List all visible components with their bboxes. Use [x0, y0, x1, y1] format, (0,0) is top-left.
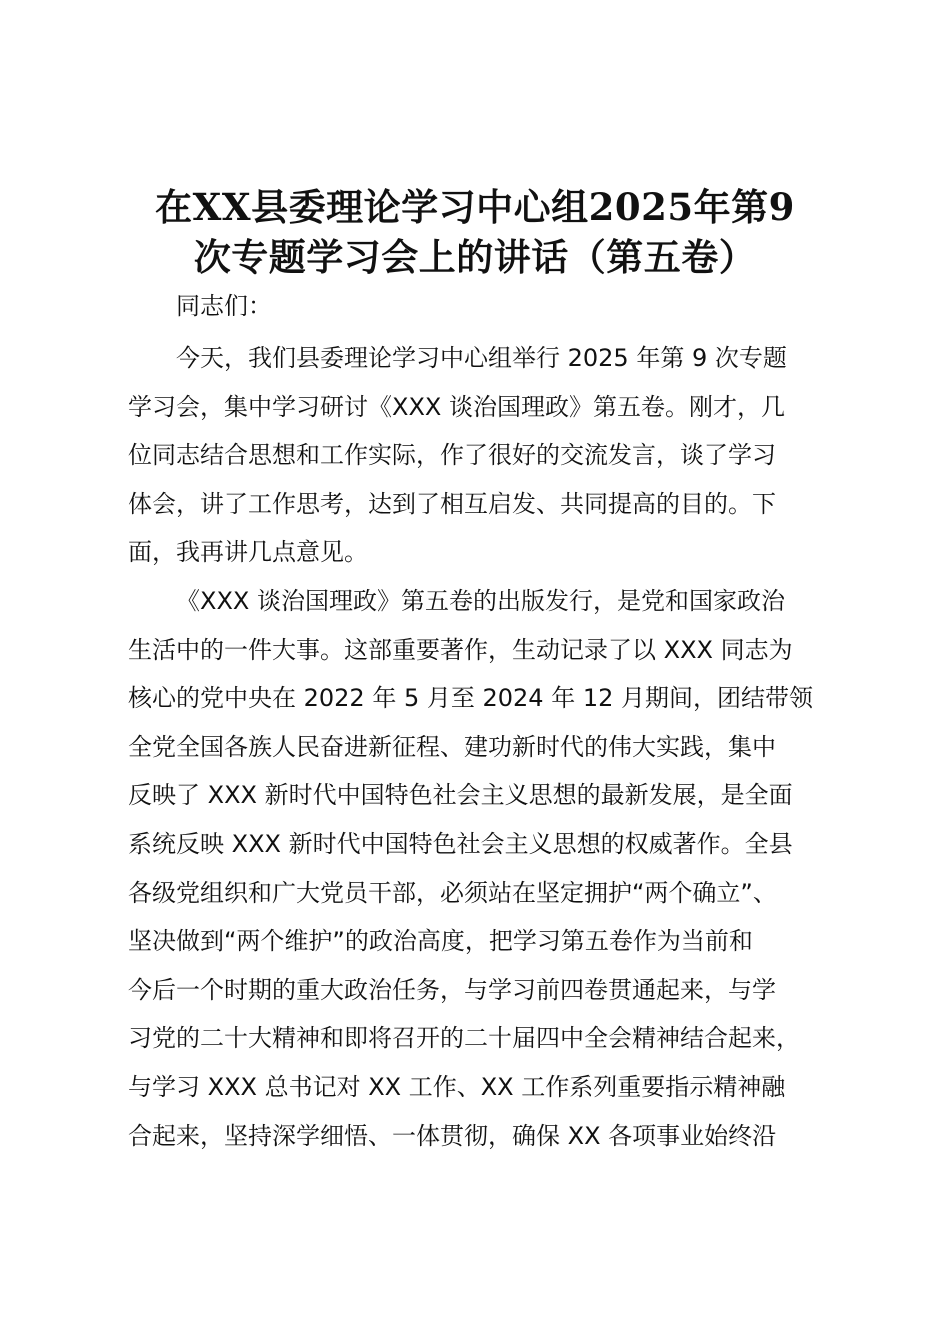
paragraph-line: 体会，讲了工作思考，达到了相互启发、共同提高的目的。下 — [128, 489, 776, 518]
paragraph-line: 学习会，集中学习研讨《XXX 谈治国理政》第五卷。刚才，几 — [128, 392, 785, 421]
paragraph-line: 今后一个时期的重大政治任务，与学习前四卷贯通起来，与学 — [128, 975, 776, 1004]
paragraph-line: 位同志结合思想和工作实际，作了很好的交流发言，谈了学习 — [128, 441, 776, 470]
paragraph-line: 各级党组织和广大党员干部，必须站在坚定拥护“两个确立”、 — [128, 878, 777, 907]
paragraph-line: 习党的二十大精神和即将召开的二十届四中全会精神结合起来， — [128, 1024, 800, 1053]
paragraph-line: 今天，我们县委理论学习中心组举行 2025 年第 9 次专题 — [176, 344, 787, 372]
salutation: 同志们： — [176, 292, 272, 320]
title-line-1: 在XX县委理论学习中心组2025年第9 — [155, 185, 795, 229]
paragraph-line: 反映了 XXX 新时代中国特色社会主义思想的最新发展，是全面 — [128, 781, 793, 810]
paragraph-2 — [128, 577, 858, 1160]
paragraph-1 — [128, 334, 858, 577]
paragraph-line: 坚决做到“两个维护”的政治高度，把学习第五卷作为当前和 — [128, 927, 753, 956]
paragraph-line: 《XXX 谈治国理政》第五卷的出版发行，是党和国家政治 — [176, 586, 785, 615]
paragraph-line: 系统反映 XXX 新时代中国特色社会主义思想的权威著作。全县 — [128, 829, 793, 858]
paragraph-line: 生活中的一件大事。这部重要著作，生动记录了以 XXX 同志为 — [128, 635, 793, 664]
paragraph-line: 核心的党中央在 2022 年 5 月至 2024 年 12 月期间，团结带领 — [128, 684, 813, 713]
document-title — [110, 182, 840, 282]
paragraph-line: 面，我再讲几点意见。 — [128, 538, 368, 567]
paragraph-line: 全党全国各族人民奋进新征程、建功新时代的伟大实践，集中 — [128, 732, 776, 761]
paragraph-line: 与学习 XXX 总书记对 XX 工作、XX 工作系列重要指示精神融 — [128, 1072, 786, 1101]
paragraph-line: 合起来，坚持深学细悟、一体贯彻，确保 XX 各项事业始终沿 — [128, 1121, 777, 1150]
document-body — [128, 286, 858, 1160]
title-line-2: 次专题学习会上的讲话（第五卷） — [193, 235, 757, 279]
